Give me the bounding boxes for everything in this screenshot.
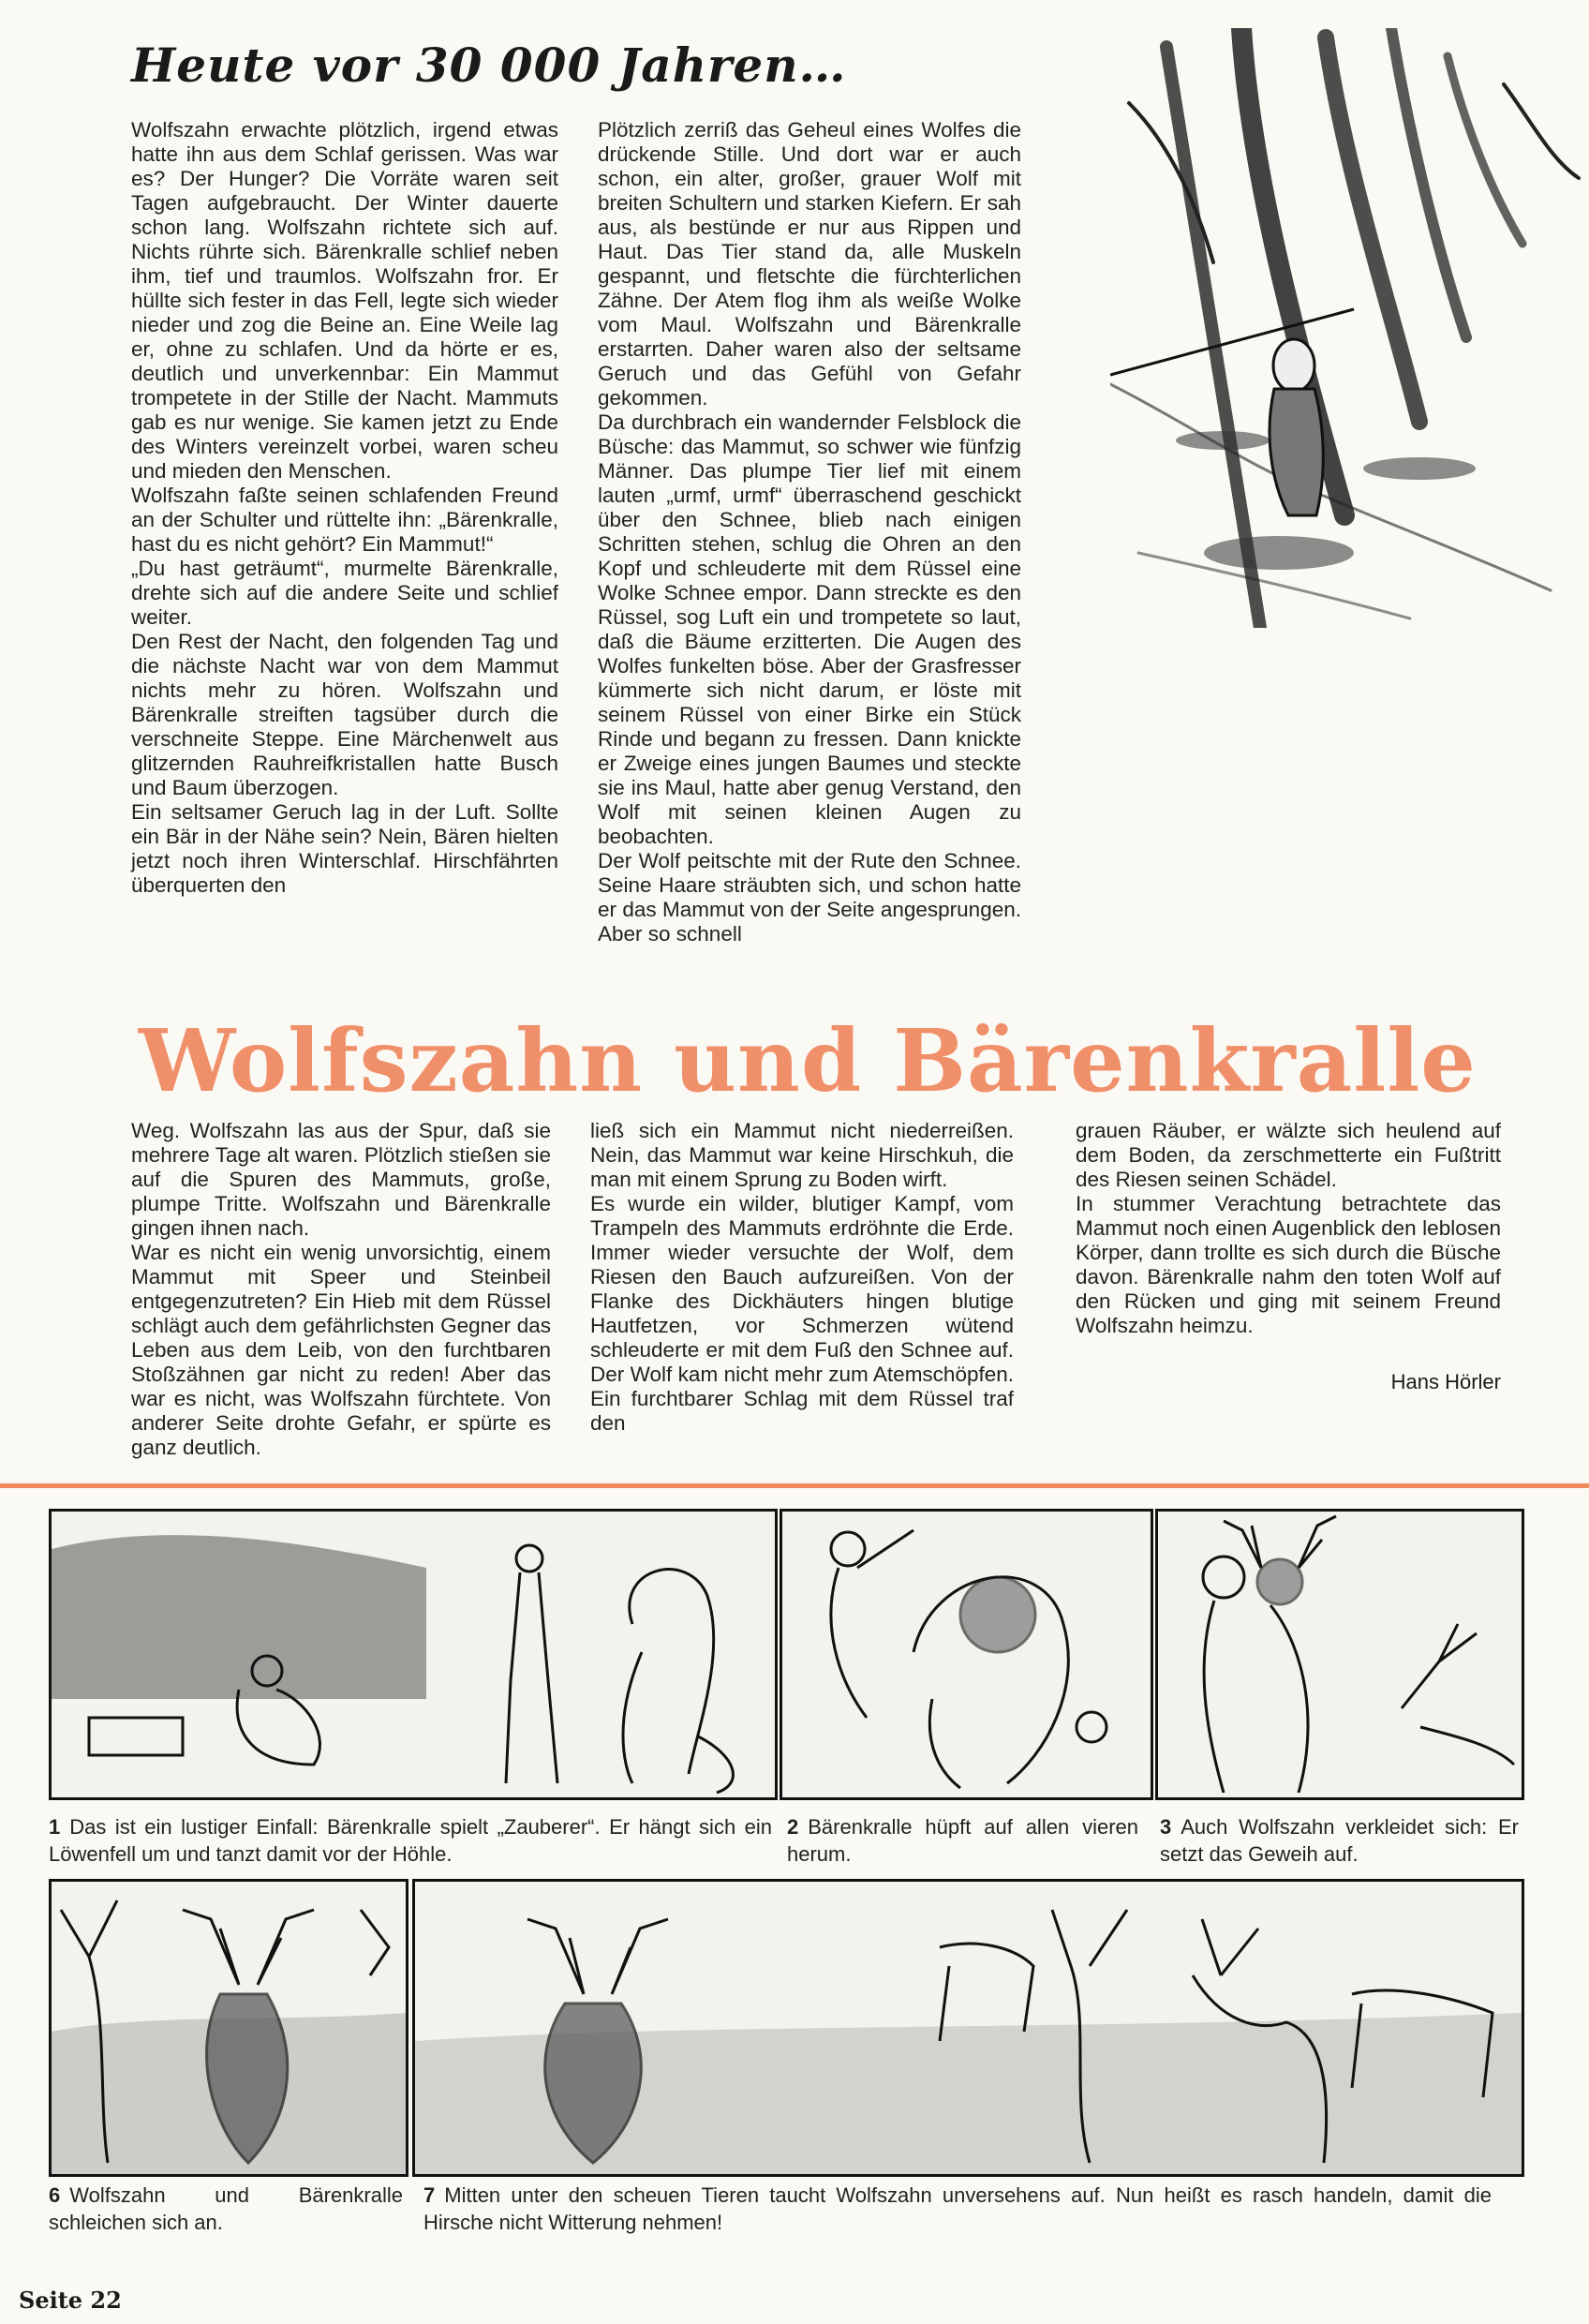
stalking-hunters-drawing: [52, 1882, 406, 2174]
comic-panel-6: [49, 1879, 408, 2177]
caption-number: 7: [423, 2183, 436, 2207]
winter-forest-illustration: [1110, 28, 1589, 628]
caption-6: [49, 2182, 403, 2236]
caption-2: [787, 1813, 1138, 1868]
caption-1: [49, 1813, 772, 1868]
story-headline: Wolfszahn und Bärenkralle: [139, 1010, 1477, 1111]
section-divider: [0, 1483, 1589, 1488]
antler-costume-drawing: [1158, 1512, 1522, 1797]
comic-panel-3: [1155, 1509, 1524, 1800]
story-column-1: Wolfszahn erwachte plötzlich, irgend etwas hatte ihn aus dem Schlaf gerissen. Was war es? Der Hunger? Die Vorräte waren seit Tagen aufgebraucht. Der Winter dauerte schon lang. Wolfszahn richtete sich auf. Nichts rührte sich. Bärenkralle schlief neben ihm, tief und traumlos. Wolfszahn fror. Er hüllte sich fester in das Fell, legte sich wieder nieder und zog die Beine an. Eine Weile lag er, ohne zu schlafen. Und da hörte er es, deutlich und unverkennbar: Ein Mammut trompetete in der Stille der Nacht. Mammuts gab es nur wenige. Sie kamen jetzt zu Ende des Winters vereinzelt vorbei, waren scheu und mieden den Menschen. Wolfszahn faßte seinen schlafenden Freund an der Schulter und rüttelte ihn: „Bärenkralle, hast du es nicht gehört? Ein Mammut!“ „Du hast geträumt“, murmelte Bärenkralle, drehte sich auf die andere Seite und schlief weiter. Den Rest der Nacht, den folgenden Tag und die nächste Nacht war von dem Mammut nichts mehr zu hören. Wolfszahn und Bärenkralle streiften tagsüber durch die verschneite Steppe. Eine Märchenwelt aus glitzernden Rauhreifkristallen hatte Busch und Baum überzogen. Ein seltsamer Geruch lag in der Luft. Sollte ein Bär in der Nähe sein? Nein, Bären hielten jetzt noch ihren Winterschlaf. Hirschfährten überquerten den: [131, 118, 558, 897]
caption-number: 3: [1160, 1815, 1172, 1839]
story-column-4: ließ sich ein Mammut nicht niederreißen. Nein, das Mammut war keine Hirschkuh, die man mit einem Sprung zu Boden wirft. Es wurde ein wilder, blutiger Kampf, vom Trampeln des Mammuts erdröhnte die Erde. Immer wieder versuchte der Wolf, dem Riesen den Bauch aufzureißen. Von der Flanke des Dickhäuters hingen blutige Hautfetzen, vor Schmerzen wütend schleuderte er mit dem Fuß den Schnee auf. Der Wolf kam nicht mehr zum Atemschöpfen. Ein furchtbarer Schlag mit dem Rüssel traf den: [590, 1119, 1014, 1435]
caption-text: Wolfszahn und Bärenkralle schleichen sich an.: [49, 2183, 403, 2234]
story-column-2: Plötzlich zerriß das Geheul eines Wolfes die drückende Stille. Und dort war er auch schon, ein alter, großer, grauer Wolf mit breiten Schultern und starken Kiefern. Er sah aus, als bestünde er nur aus Rippen und Haut. Das Tier stand da, alle Muskeln gespannt, und fletschte die fürchterlichen Zähne. Der Atem flog ihm als weiße Wolke vom Maul. Wolfszahn und Bärenkralle erstarrten. Daher waren also der seltsame Geruch und das Gefühl von Gefahr gekommen. Da durchbrach ein wandernder Felsblock die Büsche: das Mammut, so schwer wie fünfzig Männer. Das plumpe Tier lief mit einem lauten „urmf, urmf“ überraschend geschickt über den Schnee, blieb nach einigen Schritten stehen, schlug die Ohren an den Kopf und schleuderte mit dem Rüssel eine Wolke Schnee empor. Dann streckte es den Rüssel, sog Luft ein und trompetete so laut, daß die Bäume erzitterten. Die Augen des Wolfes funkelten böse. Aber der Grasfresser kümmerte sich nicht darum, er löste mit seinem Rüssel von einer Birke ein Stück Rinde und begann zu fressen. Dann knickte er Zweige eines jungen Baumes und steckte sie ins Maul, hatte aber genug Verstand, den Wolf mit seinen kleinen Augen zu beobachten. Der Wolf peitschte mit der Rute den Schnee. Seine Haare sträubten sich, und schon hatte er das Mammut von der Seite angesprungen. Aber so schnell: [598, 118, 1021, 946]
caption-text: Bärenkralle hüpft auf allen vieren herum.: [787, 1815, 1138, 1866]
story-column-3: Weg. Wolfszahn las aus der Spur, daß sie mehrere Tage alt waren. Plötzlich stießen sie auf die Spuren des Mammuts, große, plumpe Tritte. Wolfszahn und Bärenkralle gingen ihnen nach. War es nicht ein wenig unvorsichtig, einem Mammut mit Speer und Steinbeil entgegenzutreten? Ein Hieb mit dem Rüssel schlägt auch dem gefährlichsten Gegner das Leben aus dem Leib, von den furchtbaren Stoßzähnen gar nicht zu reden! Aber das war es nicht, was Wolfszahn fürchtete. Von anderer Seite drohte Gefahr, er spürte es ganz deutlich.: [131, 1119, 551, 1459]
caption-7: [423, 2182, 1492, 2236]
comic-panel-1: [49, 1509, 778, 1800]
caption-3: [1160, 1813, 1519, 1868]
story-column-5: grauen Räuber, er wälzte sich heulend auf dem Boden, da zerschmetterte ein Fußtritt des Riesen seinen Schädel. In stummer Verachtung betrachtete das Mammut noch einen Augenblick den leblosen Körper, dann trollte es sich durch die Büsche davon. Bärenkralle nahm den toten Wolf auf den Rücken und ging mit seinem Freund Wolfszahn heimzu.: [1076, 1119, 1501, 1337]
caption-text: Das ist ein lustiger Einfall: Bärenkralle spielt „Zauberer“. Er hängt sich ein Löwenfell um und tanzt damit vor der Höhle.: [49, 1815, 772, 1866]
deer-herd-drawing: [415, 1882, 1522, 2174]
comic-panel-7: [412, 1879, 1524, 2177]
lion-dance-drawing: [782, 1512, 1151, 1797]
caption-number: 6: [49, 2183, 61, 2207]
caption-number: 1: [49, 1815, 61, 1839]
page-title: Heute vor 30 000 Jahren…: [131, 37, 847, 93]
page-number: Seite 22: [19, 2287, 122, 2314]
caption-text: Auch Wolfszahn verkleidet sich: Er setzt das Geweih auf.: [1160, 1815, 1519, 1866]
comic-panel-2: [780, 1509, 1153, 1800]
caption-number: 2: [787, 1815, 799, 1839]
caption-text: Mitten unter den scheuen Tieren taucht Wolfszahn unversehens auf. Nun heißt es rasch handeln, damit die Hirsche nicht Witterung nehmen!: [423, 2183, 1492, 2234]
cave-scene-drawing: [52, 1512, 775, 1797]
author-byline: Hans Hörler: [1390, 1370, 1501, 1393]
